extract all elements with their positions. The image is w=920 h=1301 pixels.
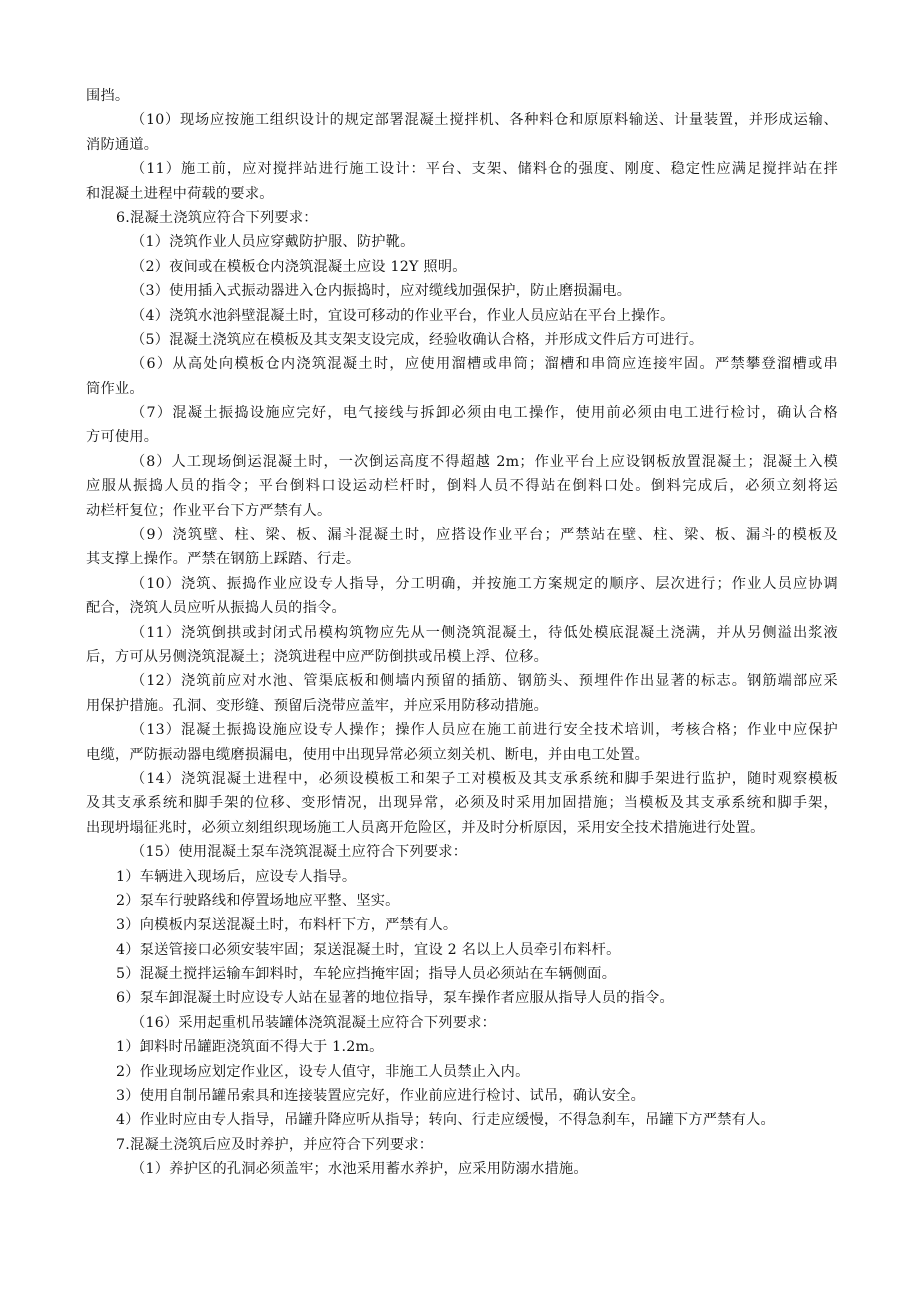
text-line: 及其支承系统和脚手架的位移、变形情况，出现异常，必须及时采用加固措施；当模板及其支承系统和脚手架， — [86, 795, 838, 812]
text-line: 动栏杆复位；作业平台下方严禁有人。 — [86, 502, 332, 519]
text-line: 用保护措施。孔洞、变形缝、预留后浇带应盖牢，并应采用防移动措施。 — [86, 697, 549, 714]
text-line: 7.混凝土浇筑后应及时养护，并应符合下列要求： — [116, 1136, 434, 1153]
text-line: （11）浇筑倒拱或封闭式吊模构筑物应先从一侧浇筑混凝土，待低处模底混凝土浇满，并从另侧溢出浆液 — [131, 624, 838, 641]
text-line: （3）使用插入式振动器进入仓内振捣时，应对缆线加强保护，防止磨损漏电。 — [131, 283, 632, 300]
text-line: （5）混凝土浇筑应在模板及其支架支设完成，经验收确认合格，并形成文件后方可进行。 — [131, 331, 704, 348]
text-line: （1）浇筑作业人员应穿戴防护服、防护靴。 — [131, 234, 415, 251]
text-line: （10）浇筑、振捣作业应设专人指导，分工明确，并按施工方案规定的顺序、层次进行；作业人员应协调 — [131, 575, 838, 592]
text-line: 配合，浇筑人员应听从振捣人员的指令。 — [86, 600, 346, 617]
text-line: 4）作业时应由专人指导，吊罐升降应听从指导；转向、行走应缓慢，不得急刹车，吊罐下方严禁有人。 — [116, 1112, 775, 1129]
text-line: 3）使用自制吊罐吊索具和连接装置应完好，作业前应进行检讨、试吊，确认安全。 — [116, 1088, 646, 1105]
text-line: （10）现场应按施工组织设计的规定部署混凝土搅拌机、各种料仓和原原料输送、计量装置，并形成运输、 — [131, 112, 838, 129]
text-line: （9）浇筑壁、柱、梁、板、漏斗混凝土时，应搭设作业平台；严禁站在壁、柱、梁、板、漏斗的模板及 — [131, 527, 838, 544]
text-line: 1）车辆进入现场后，应设专人指导。 — [116, 868, 357, 885]
document-body — [86, 84, 838, 1182]
text-line: 6.混凝土浇筑应符合下列要求： — [116, 209, 318, 226]
text-line: 筒作业。 — [86, 380, 144, 397]
text-line: 6）泵车卸混凝土时应设专人站在显著的地位指导，泵车操作者应服从指导人员的指令。 — [116, 990, 674, 1007]
text-line: （15）使用混凝土泵车浇筑混凝土应符合下列要求： — [131, 844, 468, 861]
text-line: 应服从振捣人员的指令；平台倒料口设运动栏杆时，倒料人员不得站在倒料口处。倒料完成后，必须立刻将运 — [86, 478, 838, 495]
text-line: （7）混凝土振捣设施应完好，电气接线与拆卸必须由电工操作，使用前必须由电工进行检讨，确认合格 — [131, 405, 838, 422]
text-line: （1）养护区的孔洞必须盖牢；水池采用蓄水养护，应采用防溺水措施。 — [131, 1161, 588, 1178]
text-line: 2）作业现场应划定作业区，设专人值守，非施工人员禁止入内。 — [116, 1063, 530, 1080]
text-line: （12）浇筑前应对水池、管渠底板和侧墙内预留的插筋、钢筋头、预埋件作出显著的标志。钢筋端部应采 — [131, 673, 838, 690]
text-line: （4）浇筑水池斜壁混凝土时，宜设可移动的作业平台，作业人员应站在平台上操作。 — [131, 307, 675, 324]
text-line: （11）施工前，应对搅拌站进行施工设计：平台、支架、储料仓的强度、刚度、稳定性应满足搅拌站在拌 — [131, 161, 838, 178]
text-line: 5）混凝土搅拌运输车卸料时，车轮应挡掩牢固；指导人员必须站在车辆侧面。 — [116, 966, 617, 983]
text-line: 围挡。 — [86, 88, 130, 104]
text-line: （6）从高处向模板仓内浇筑混凝土时，应使用溜槽或串筒；溜槽和串筒应连接牢固。严禁攀登溜槽或串 — [131, 356, 838, 373]
text-line: 3）向模板内泵送混凝土时，布料杆下方，严禁有人。 — [116, 917, 458, 934]
text-line: （8）人工现场倒运混凝土时，一次倒运高度不得超越 2m；作业平台上应设钢板放置混凝土；混凝土入模 — [131, 453, 838, 470]
text-line: 出现坍塌征兆时，必须立刻组织现场施工人员离开危险区，并及时分析原因，采用安全技术措施进行处置。 — [86, 819, 765, 836]
text-line: 1）卸料时吊罐距浇筑面不得大于 1.2m。 — [116, 1039, 384, 1056]
text-line: 2）泵车行驶路线和停置场地应平整、坚实。 — [116, 892, 400, 909]
text-line: （13）混凝土振捣设施应设专人操作；操作人员应在施工前进行安全技术培训，考核合格；作业中应保护 — [131, 722, 838, 739]
text-line: 方可使用。 — [86, 429, 159, 446]
text-line: 和混凝土进程中荷载的要求。 — [86, 185, 274, 202]
text-line: 其支撑上操作。严禁在钢筋上踩踏、行走。 — [86, 551, 361, 568]
text-line: 消防通道。 — [86, 136, 159, 153]
text-line: 4）泵送管接口必须安装牢固；泵送混凝土时，宜设 2 名以上人员牵引布料杆。 — [116, 941, 621, 958]
text-line: （2）夜间或在模板仓内浇筑混凝土应设 12Y 照明。 — [131, 258, 467, 275]
text-line: 电缆，严防振动器电缆磨损漏电，使用中出现异常必须立刻关机、断电，并由电工处置。 — [86, 746, 650, 763]
text-line: （16）采用起重机吊装罐体浇筑混凝土应符合下列要求： — [131, 1014, 497, 1031]
text-line: （14）浇筑混凝土进程中，必须设模板工和架子工对模板及其支承系统和脚手架进行监护，随时观察模板 — [131, 770, 838, 787]
text-line: 后，方可从另侧浇筑混凝土；浇筑进程中应严防倒拱或吊模上浮、位移。 — [86, 648, 549, 665]
